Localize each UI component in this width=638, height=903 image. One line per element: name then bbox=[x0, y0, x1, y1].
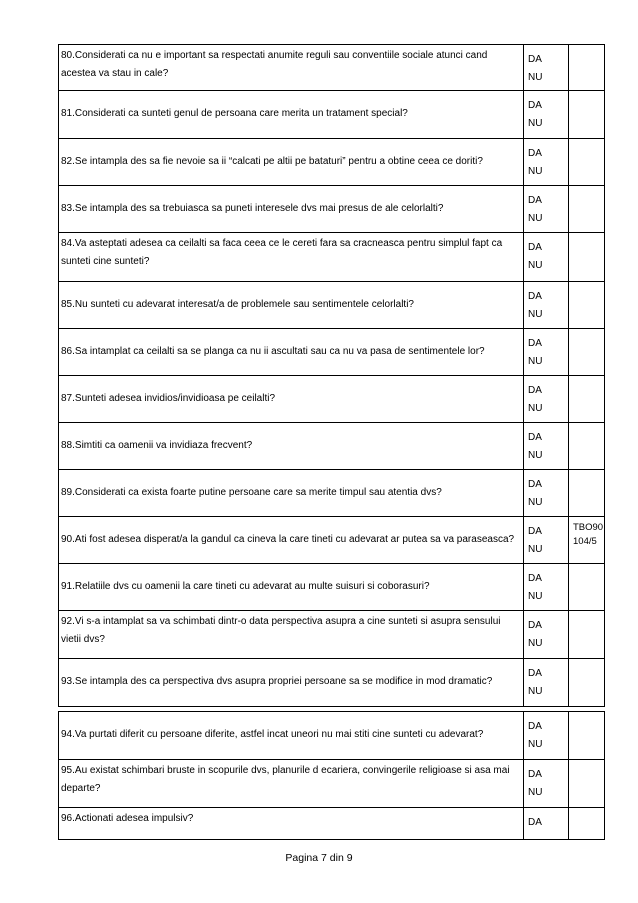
answer-cell bbox=[524, 808, 569, 840]
note-cell bbox=[569, 611, 605, 659]
question-cell bbox=[59, 376, 524, 423]
answer-cell bbox=[524, 139, 569, 186]
note-cell bbox=[569, 45, 605, 91]
question-text: 94.Va purtati diferit cu persoane diferite, astfel incat uneori nu mai stiti cine sunteti cu adevarat? bbox=[61, 729, 484, 740]
question-text: 88.Simtiti ca oamenii va invidiaza frecvent? bbox=[61, 439, 253, 451]
note-text: TBO90 104/5 bbox=[573, 522, 604, 547]
note-cell bbox=[569, 423, 605, 470]
answer-da[interactable]: DA bbox=[528, 242, 542, 253]
question-text: 86.Sa intamplat ca ceilalti sa se planga ca nu ii ascultati sau ca nu va pasa de sentimentele lor? bbox=[61, 345, 485, 357]
answer-da[interactable]: DA bbox=[528, 432, 542, 443]
answer-nu[interactable]: NU bbox=[528, 72, 543, 83]
answer-da[interactable]: DA bbox=[528, 54, 542, 65]
question-text: 84.Va asteptati adesea ca ceilalti sa faca ceea ce le cereti fara sa cracneasca pentru simplul fapt ca sunteti cine sunteti? bbox=[61, 238, 503, 267]
question-cell bbox=[59, 470, 524, 517]
question-row bbox=[59, 808, 605, 840]
question-text: 96.Actionati adesea impulsiv? bbox=[61, 813, 194, 824]
note-cell bbox=[569, 564, 605, 611]
answer-cell bbox=[524, 712, 569, 760]
question-row bbox=[59, 186, 605, 233]
question-row bbox=[59, 712, 605, 760]
answer-nu[interactable]: NU bbox=[528, 544, 543, 555]
answer-cell bbox=[524, 91, 569, 139]
question-row bbox=[59, 233, 605, 282]
question-text: 91.Relatiile dvs cu oamenii la care tineti cu adevarat au multe suisuri si coborasuri? bbox=[61, 580, 430, 592]
question-cell bbox=[59, 91, 524, 139]
answer-nu[interactable]: NU bbox=[528, 166, 543, 177]
answer-nu[interactable]: NU bbox=[528, 450, 543, 461]
answer-da[interactable]: DA bbox=[528, 291, 542, 302]
answer-cell bbox=[524, 564, 569, 611]
answer-cell bbox=[524, 282, 569, 329]
question-cell bbox=[59, 423, 524, 470]
page-footer: Pagina 7 din 9 bbox=[285, 852, 353, 864]
question-cell bbox=[59, 659, 524, 707]
question-text: 92.Vi s-a intamplat sa va schimbati dintr-o data perspectiva asupra a cine sunteti si asupra sensului vietii dvs? bbox=[61, 616, 501, 645]
answer-da[interactable]: DA bbox=[528, 148, 542, 159]
question-text: 82.Se intampla des sa fie nevoie sa ii “calcati pe altii pe bataturi” pentru a obtine ceea ce doriti? bbox=[61, 155, 483, 167]
note-cell bbox=[569, 808, 605, 840]
question-cell bbox=[59, 233, 524, 282]
question-row bbox=[59, 517, 605, 564]
answer-da[interactable]: DA bbox=[528, 668, 542, 679]
answer-da[interactable]: DA bbox=[528, 573, 542, 584]
answer-cell bbox=[524, 470, 569, 517]
note-cell bbox=[569, 712, 605, 760]
answer-nu[interactable]: NU bbox=[528, 260, 543, 271]
note-cell bbox=[569, 517, 605, 564]
answer-cell bbox=[524, 45, 569, 91]
answer-nu[interactable]: NU bbox=[528, 497, 543, 508]
answer-cell bbox=[524, 376, 569, 423]
answer-da[interactable]: DA bbox=[528, 100, 542, 111]
question-cell bbox=[59, 186, 524, 233]
question-row bbox=[59, 470, 605, 517]
answer-nu[interactable]: NU bbox=[528, 309, 543, 320]
answer-da[interactable]: DA bbox=[528, 338, 542, 349]
answer-cell bbox=[524, 233, 569, 282]
question-cell bbox=[59, 808, 524, 840]
question-row bbox=[59, 659, 605, 707]
question-cell bbox=[59, 611, 524, 659]
note-cell bbox=[569, 329, 605, 376]
questionnaire-table-2 bbox=[58, 711, 605, 840]
answer-da[interactable]: DA bbox=[528, 817, 542, 828]
answer-cell bbox=[524, 517, 569, 564]
question-text: 83.Se intampla des sa trebuiasca sa puneti interesele dvs mai presus de ale celorlalti? bbox=[61, 202, 444, 214]
question-cell bbox=[59, 760, 524, 808]
question-row bbox=[59, 376, 605, 423]
question-text: 85.Nu sunteti cu adevarat interesat/a de problemele sau sentimentele celorlalti? bbox=[61, 298, 414, 310]
answer-nu[interactable]: NU bbox=[528, 591, 543, 602]
question-cell bbox=[59, 712, 524, 760]
note-cell bbox=[569, 139, 605, 186]
question-cell bbox=[59, 282, 524, 329]
note-cell bbox=[569, 376, 605, 423]
question-row bbox=[59, 760, 605, 808]
answer-da[interactable]: DA bbox=[528, 479, 542, 490]
question-row bbox=[59, 91, 605, 139]
note-cell bbox=[569, 91, 605, 139]
answer-cell bbox=[524, 329, 569, 376]
answer-nu[interactable]: NU bbox=[528, 403, 543, 414]
answer-cell bbox=[524, 760, 569, 808]
note-cell bbox=[569, 659, 605, 707]
question-text: 80.Considerati ca nu e important sa respectati anumite reguli sau conventiile sociale atunci cand acestea va stau in cale? bbox=[61, 50, 488, 79]
answer-nu[interactable]: NU bbox=[528, 118, 543, 129]
answer-da[interactable]: DA bbox=[528, 526, 542, 537]
note-cell bbox=[569, 282, 605, 329]
answer-nu[interactable]: NU bbox=[528, 638, 543, 649]
answer-nu[interactable]: NU bbox=[528, 356, 543, 367]
note-cell bbox=[569, 186, 605, 233]
question-text: 81.Considerati ca sunteti genul de persoana care merita un tratament special? bbox=[61, 108, 408, 119]
question-text: 89.Considerati ca exista foarte putine persoane care sa merite timpul sau atentia dvs? bbox=[61, 486, 442, 498]
answer-cell bbox=[524, 423, 569, 470]
question-row bbox=[59, 329, 605, 376]
question-cell bbox=[59, 564, 524, 611]
answer-nu[interactable]: NU bbox=[528, 787, 543, 798]
question-row bbox=[59, 45, 605, 91]
question-row bbox=[59, 423, 605, 470]
question-row bbox=[59, 564, 605, 611]
answer-nu[interactable]: NU bbox=[528, 213, 543, 224]
answer-da[interactable]: DA bbox=[528, 721, 542, 732]
answer-da[interactable]: DA bbox=[528, 620, 542, 631]
answer-cell bbox=[524, 186, 569, 233]
question-row bbox=[59, 282, 605, 329]
question-text: 90.Ati fost adesea disperat/a la gandul ca cineva la care tineti cu adevarat ar putea sa va paraseasca? bbox=[61, 533, 515, 545]
question-text: 87.Sunteti adesea invidios/invidioasa pe ceilalti? bbox=[61, 392, 276, 404]
question-text: 93.Se intampla des ca perspectiva dvs asupra propriei persoane sa se modifice in mod dramatic? bbox=[61, 676, 493, 687]
question-text: 95.Au existat schimbari bruste in scopurile dvs, planurile d ecariera, convingerile religioase si asa mai departe? bbox=[61, 765, 510, 794]
answer-da[interactable]: DA bbox=[528, 385, 542, 396]
questionnaire-table-1 bbox=[58, 44, 605, 707]
question-cell bbox=[59, 329, 524, 376]
answer-cell bbox=[524, 659, 569, 707]
answer-da[interactable]: DA bbox=[528, 769, 542, 780]
question-row bbox=[59, 611, 605, 659]
question-cell bbox=[59, 139, 524, 186]
answer-da[interactable]: DA bbox=[528, 195, 542, 206]
note-cell bbox=[569, 760, 605, 808]
question-cell bbox=[59, 517, 524, 564]
answer-nu[interactable]: NU bbox=[528, 739, 543, 750]
question-cell bbox=[59, 45, 524, 91]
note-cell bbox=[569, 470, 605, 517]
answer-nu[interactable]: NU bbox=[528, 686, 543, 697]
answer-cell bbox=[524, 611, 569, 659]
note-cell bbox=[569, 233, 605, 282]
question-row bbox=[59, 139, 605, 186]
